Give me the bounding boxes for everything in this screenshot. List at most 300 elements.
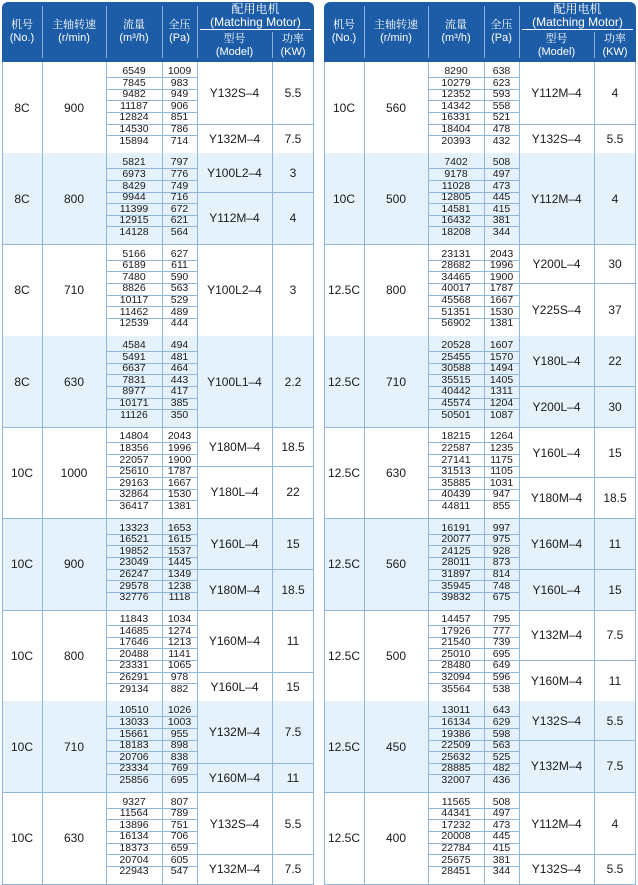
pressure-value: 563 bbox=[170, 282, 189, 295]
pressure-value: 1311 bbox=[490, 385, 513, 398]
flow-value: 7831 bbox=[122, 373, 146, 386]
flow-value: 11564 bbox=[119, 807, 149, 820]
machine-no: 10C bbox=[10, 648, 33, 663]
pressure-value: 1034 bbox=[167, 613, 192, 625]
pressure-value: 564 bbox=[170, 225, 189, 238]
pressure-value: 675 bbox=[492, 591, 511, 604]
pressure-value: 593 bbox=[492, 88, 511, 101]
machine-no: 12.5C bbox=[327, 831, 361, 846]
motor-model: Y160L–4 bbox=[532, 445, 581, 460]
pressure-value: 445 bbox=[492, 830, 511, 843]
motor-power: 5.5 bbox=[606, 131, 624, 146]
flow-value: 14128 bbox=[119, 225, 149, 238]
flow-value: 12539 bbox=[119, 317, 149, 330]
header-text-line: (No.) bbox=[331, 32, 357, 44]
motor-power: 11 bbox=[608, 536, 622, 551]
flow-value: 5491 bbox=[122, 350, 146, 363]
pressure-value: 489 bbox=[170, 305, 189, 318]
flow-value: 28682 bbox=[441, 259, 471, 272]
flow-value: 16432 bbox=[441, 214, 471, 227]
motor-power: 4 bbox=[611, 816, 619, 831]
pressure-value: 529 bbox=[170, 294, 189, 307]
header-text-line: 流量 bbox=[445, 19, 467, 31]
flow-value: 14685 bbox=[119, 624, 149, 637]
flow-value: 25856 bbox=[119, 773, 149, 786]
pressure-value: 1087 bbox=[489, 408, 514, 421]
motor-model: Y100L2–4 bbox=[207, 165, 262, 180]
machine-no: 8C bbox=[14, 100, 30, 115]
motor-model: Y132S–4 bbox=[531, 131, 582, 146]
pressure-value: 563 bbox=[492, 739, 511, 752]
motor-model: Y132M–4 bbox=[530, 628, 583, 643]
machine-no: 10C bbox=[332, 100, 355, 115]
spindle-speed: 500 bbox=[385, 648, 407, 663]
flow-value: 45574 bbox=[441, 397, 471, 409]
flow-value: 32776 bbox=[119, 591, 149, 604]
header-separator bbox=[594, 32, 595, 58]
pressure-value: 649 bbox=[492, 659, 511, 672]
header-text-line: (Model) bbox=[215, 46, 254, 58]
flow-value: 25010 bbox=[441, 647, 471, 660]
pressure-value: 638 bbox=[492, 65, 511, 77]
flow-value: 20488 bbox=[119, 647, 149, 660]
flow-value: 17232 bbox=[441, 818, 471, 831]
header-text-line: 配用电机 bbox=[553, 2, 602, 16]
flow-value: 31897 bbox=[441, 568, 471, 581]
pressure-value: 1105 bbox=[490, 465, 513, 478]
flow-value: 25610 bbox=[119, 465, 149, 478]
flow-value: 10510 bbox=[119, 704, 149, 717]
spindle-speed: 560 bbox=[385, 557, 407, 572]
header-text-line: (r/min) bbox=[58, 32, 90, 44]
pressure-value: 481 bbox=[170, 350, 189, 363]
pressure-value: 1996 bbox=[167, 441, 192, 454]
pressure-value: 611 bbox=[171, 259, 188, 272]
spindle-speed: 900 bbox=[63, 100, 85, 115]
header-model bbox=[197, 30, 272, 62]
flow-value: 22057 bbox=[119, 453, 149, 466]
flow-value: 14581 bbox=[441, 202, 471, 215]
pressure-value: 1204 bbox=[489, 397, 514, 409]
flow-value: 32007 bbox=[441, 773, 471, 786]
pressure-value: 508 bbox=[492, 795, 511, 808]
header-text-line: (KW) bbox=[280, 46, 306, 58]
pressure-value: 417 bbox=[170, 385, 189, 398]
header-separator bbox=[197, 6, 198, 58]
flow-value: 10171 bbox=[119, 397, 149, 409]
pressure-value: 643 bbox=[492, 704, 511, 717]
motor-model: Y112M–4 bbox=[531, 191, 582, 206]
pressure-value: 997 bbox=[492, 521, 511, 534]
pressure-value: 714 bbox=[170, 134, 189, 147]
pressure-value: 947 bbox=[492, 488, 511, 501]
pressure-value: 464 bbox=[170, 362, 189, 375]
flow-value: 40439 bbox=[441, 488, 471, 501]
pressure-value: 1065 bbox=[167, 659, 192, 672]
flow-value: 16134 bbox=[119, 830, 149, 843]
pressure-value: 1570 bbox=[489, 350, 514, 363]
flow-value: 8826 bbox=[122, 282, 146, 295]
header-flow bbox=[428, 2, 484, 62]
motor-model: Y180L–4 bbox=[210, 485, 259, 500]
flow-value: 8290 bbox=[444, 65, 468, 77]
flow-value: 29163 bbox=[119, 476, 149, 489]
pressure-value: 776 bbox=[170, 167, 189, 180]
flow-value: 13033 bbox=[119, 715, 149, 728]
pressure-value: 497 bbox=[492, 167, 511, 180]
pressure-value: 786 bbox=[170, 123, 189, 135]
header-matching-motor bbox=[519, 2, 636, 29]
pressure-value: 436 bbox=[492, 773, 511, 786]
flow-value: 18356 bbox=[119, 441, 149, 454]
flow-value: 11565 bbox=[441, 795, 471, 808]
motor-power: 7.5 bbox=[606, 759, 624, 774]
motor-model: Y180M–4 bbox=[530, 491, 583, 506]
flow-value: 56902 bbox=[441, 317, 471, 330]
motor-power: 11 bbox=[608, 673, 622, 688]
motor-model: Y132S–4 bbox=[209, 816, 260, 831]
flow-value: 20528 bbox=[441, 339, 471, 351]
table-header bbox=[2, 2, 314, 62]
pressure-value: 1381 bbox=[489, 317, 514, 330]
pressure-value: 1264 bbox=[489, 430, 514, 443]
pressure-value: 906 bbox=[170, 99, 189, 112]
machine-no: 12.5C bbox=[327, 557, 361, 572]
header-text-line: 机号 bbox=[333, 19, 355, 31]
header-separator bbox=[106, 6, 107, 58]
pressure-value: 558 bbox=[492, 99, 511, 112]
flow-value: 17926 bbox=[441, 624, 471, 637]
pressure-value: 928 bbox=[492, 544, 511, 557]
pressure-value: 621 bbox=[170, 214, 189, 227]
flow-value: 15894 bbox=[119, 134, 149, 147]
pressure-value: 538 bbox=[492, 682, 511, 695]
motor-power: 3 bbox=[289, 165, 297, 180]
pressure-value: 659 bbox=[170, 842, 189, 855]
flow-value: 6549 bbox=[122, 65, 146, 77]
header-separator bbox=[162, 6, 163, 58]
flow-value: 29578 bbox=[119, 579, 149, 592]
pressure-value: 1175 bbox=[490, 453, 513, 466]
machine-no: 8C bbox=[14, 191, 30, 206]
pressure-value: 629 bbox=[492, 715, 511, 728]
motor-model: Y160L–4 bbox=[532, 582, 581, 597]
flow-value: 12824 bbox=[119, 111, 149, 124]
motor-power: 37 bbox=[608, 302, 622, 317]
spindle-speed: 1000 bbox=[60, 465, 88, 480]
flow-value: 12915 bbox=[119, 214, 149, 227]
header-spindle-speed bbox=[42, 2, 106, 62]
pressure-value: 590 bbox=[170, 270, 189, 283]
pressure-value: 1445 bbox=[167, 556, 192, 569]
motor-model: Y132M–4 bbox=[208, 131, 261, 146]
motor-model: Y132S–4 bbox=[531, 713, 582, 728]
header-text-line: 全压 bbox=[490, 19, 513, 31]
header-text-line: (Matching Motor) bbox=[210, 14, 301, 29]
flow-value: 20706 bbox=[119, 750, 149, 763]
flow-value: 25632 bbox=[441, 750, 471, 763]
pressure-value: 1026 bbox=[167, 704, 192, 717]
pressure-value: 497 bbox=[492, 807, 511, 820]
motor-model: Y132M–4 bbox=[208, 862, 261, 877]
flow-value: 18404 bbox=[441, 123, 471, 135]
header-machine-no bbox=[2, 2, 42, 62]
pressure-value: 1615 bbox=[167, 533, 192, 546]
flow-value: 16521 bbox=[119, 533, 149, 546]
header-text-line: 流量 bbox=[123, 19, 145, 31]
flow-value: 7845 bbox=[122, 76, 146, 89]
motor-model: Y132S–4 bbox=[531, 862, 582, 877]
pressure-value: 716 bbox=[170, 191, 189, 204]
header-text-line: 功率 bbox=[282, 33, 304, 45]
motor-power: 15 bbox=[286, 536, 300, 551]
pressure-value: 795 bbox=[492, 613, 511, 625]
flow-value: 11462 bbox=[119, 305, 149, 318]
machine-no: 12.5C bbox=[327, 374, 361, 389]
column-divider bbox=[324, 62, 325, 884]
pressure-value: 748 bbox=[492, 579, 511, 592]
pressure-value: 751 bbox=[170, 818, 189, 831]
flow-value: 12352 bbox=[441, 88, 471, 101]
pressure-value: 350 bbox=[170, 408, 189, 421]
machine-no: 12.5C bbox=[327, 283, 361, 298]
motor-model: Y200L–4 bbox=[532, 399, 581, 414]
flow-value: 45568 bbox=[441, 294, 471, 307]
flow-value: 20077 bbox=[441, 533, 471, 546]
pressure-value: 1274 bbox=[167, 624, 192, 637]
column-divider bbox=[484, 62, 485, 884]
column-divider bbox=[519, 62, 520, 884]
flow-value: 50501 bbox=[441, 408, 471, 421]
spindle-speed: 800 bbox=[63, 648, 85, 663]
pressure-value: 623 bbox=[492, 76, 511, 89]
header-separator bbox=[364, 6, 365, 58]
flow-value: 44341 bbox=[441, 807, 471, 820]
flow-value: 12805 bbox=[441, 191, 471, 204]
flow-value: 5821 bbox=[122, 156, 146, 169]
flow-value: 20008 bbox=[441, 830, 471, 843]
pressure-value: 838 bbox=[170, 750, 189, 763]
column-divider bbox=[106, 62, 107, 884]
flow-value: 25675 bbox=[441, 853, 471, 866]
motor-model: Y160L–4 bbox=[210, 679, 259, 694]
spindle-speed: 800 bbox=[385, 283, 407, 298]
motor-power: 30 bbox=[608, 257, 622, 272]
pressure-value: 1238 bbox=[167, 579, 192, 592]
flow-value: 40017 bbox=[441, 282, 471, 295]
column-divider bbox=[635, 62, 636, 884]
spindle-speed: 710 bbox=[63, 283, 85, 298]
flow-value: 7480 bbox=[122, 270, 146, 283]
pressure-value: 2043 bbox=[167, 430, 192, 443]
flow-value: 14804 bbox=[119, 430, 149, 443]
column-divider bbox=[428, 62, 429, 884]
pressure-value: 814 bbox=[492, 568, 511, 581]
motor-power: 3 bbox=[289, 283, 297, 298]
pressure-value: 1141 bbox=[168, 647, 191, 660]
motor-power: 18.5 bbox=[603, 491, 627, 506]
flow-value: 20393 bbox=[441, 134, 471, 147]
motor-power: 30 bbox=[608, 399, 622, 414]
header-text-line: 机号 bbox=[11, 19, 33, 31]
header-text-line: (Pa) bbox=[491, 32, 512, 44]
header-text-line: (r/min) bbox=[380, 32, 412, 44]
column-divider bbox=[594, 62, 595, 884]
flow-value: 19386 bbox=[441, 727, 471, 740]
flow-value: 13011 bbox=[441, 704, 471, 717]
flow-value: 11187 bbox=[120, 99, 148, 112]
pressure-value: 1653 bbox=[167, 521, 192, 534]
motor-power: 4 bbox=[289, 211, 297, 226]
motor-power: 4 bbox=[611, 191, 619, 206]
flow-value: 27141 bbox=[441, 453, 471, 466]
flow-value: 36417 bbox=[119, 499, 149, 512]
pressure-value: 1031 bbox=[489, 476, 514, 489]
pressure-value: 478 bbox=[492, 123, 511, 135]
flow-value: 18208 bbox=[441, 225, 471, 238]
column-divider bbox=[272, 62, 273, 884]
motor-model: Y160M–4 bbox=[208, 770, 261, 785]
pressure-value: 898 bbox=[170, 739, 189, 752]
flow-value: 16191 bbox=[441, 521, 471, 534]
pressure-value: 978 bbox=[170, 671, 189, 683]
spindle-speed: 500 bbox=[385, 191, 407, 206]
flow-value: 5166 bbox=[122, 247, 146, 260]
motor-model: Y112M–4 bbox=[209, 211, 260, 226]
motor-model: Y160L–4 bbox=[210, 536, 259, 551]
pressure-value: 1996 bbox=[489, 259, 514, 272]
flow-value: 14457 bbox=[441, 613, 471, 625]
flow-value: 25455 bbox=[441, 350, 471, 363]
header-total-pressure bbox=[484, 2, 519, 62]
motor-power: 11 bbox=[286, 634, 300, 648]
pressure-value: 955 bbox=[170, 727, 189, 740]
flow-value: 35885 bbox=[441, 476, 471, 489]
pressure-value: 1213 bbox=[167, 636, 192, 649]
flow-value: 8977 bbox=[122, 385, 146, 398]
pressure-value: 1009 bbox=[167, 65, 192, 77]
pressure-value: 2043 bbox=[489, 247, 514, 260]
flow-value: 32094 bbox=[441, 671, 471, 683]
flow-value: 18373 bbox=[119, 842, 149, 855]
flow-value: 6973 bbox=[122, 167, 146, 180]
pressure-value: 444 bbox=[170, 317, 189, 330]
header-power bbox=[594, 30, 636, 62]
pressure-value: 381 bbox=[492, 214, 511, 227]
flow-value: 11843 bbox=[119, 613, 149, 625]
motor-model: Y160M–4 bbox=[530, 673, 583, 688]
flow-value: 28480 bbox=[441, 659, 471, 672]
machine-no: 10C bbox=[10, 831, 33, 846]
flow-value: 16331 bbox=[441, 111, 471, 124]
flow-value: 18215 bbox=[441, 430, 471, 443]
spec-table-right bbox=[324, 2, 636, 884]
flow-value: 22587 bbox=[441, 441, 471, 454]
pressure-value: 1900 bbox=[489, 270, 514, 283]
motor-power: 15 bbox=[608, 582, 622, 597]
pressure-value: 1235 bbox=[489, 441, 514, 454]
table-body bbox=[324, 62, 636, 884]
pressure-value: 797 bbox=[170, 156, 189, 169]
motor-power: 7.5 bbox=[284, 131, 302, 146]
flow-value: 17646 bbox=[119, 636, 149, 649]
motor-power: 18.5 bbox=[281, 582, 305, 597]
spindle-speed: 710 bbox=[385, 374, 407, 389]
machine-no: 8C bbox=[14, 283, 30, 298]
flow-value: 15661 bbox=[119, 727, 149, 740]
pressure-value: 1405 bbox=[489, 373, 514, 386]
header-machine-no bbox=[324, 2, 364, 62]
spindle-speed: 450 bbox=[385, 739, 407, 754]
flow-value: 9178 bbox=[444, 167, 468, 180]
pressure-value: 1787 bbox=[167, 465, 192, 478]
flow-value: 22509 bbox=[441, 739, 471, 752]
header-text-line: (Pa) bbox=[169, 32, 190, 44]
pressure-value: 415 bbox=[492, 202, 511, 215]
flow-value: 40442 bbox=[441, 385, 471, 398]
pressure-value: 1530 bbox=[489, 305, 514, 318]
pressure-value: 1381 bbox=[167, 499, 192, 512]
header-separator bbox=[272, 32, 273, 58]
pressure-value: 983 bbox=[170, 76, 189, 89]
header-flow bbox=[106, 2, 162, 62]
spindle-speed: 710 bbox=[63, 739, 85, 754]
flow-value: 13323 bbox=[119, 521, 149, 534]
pressure-value: 1003 bbox=[167, 715, 192, 728]
spindle-speed: 630 bbox=[63, 831, 85, 846]
pressure-value: 344 bbox=[492, 865, 511, 878]
pressure-value: 547 bbox=[170, 865, 189, 878]
pressure-value: 706 bbox=[170, 830, 189, 843]
pressure-value: 695 bbox=[492, 647, 511, 660]
flow-value: 19852 bbox=[119, 544, 149, 557]
motor-power: 2.2 bbox=[284, 374, 302, 389]
motor-model: Y100L2–4 bbox=[207, 283, 262, 298]
pressure-value: 432 bbox=[492, 134, 511, 147]
pressure-value: 789 bbox=[170, 807, 189, 820]
pressure-value: 949 bbox=[170, 88, 189, 101]
pressure-value: 873 bbox=[492, 556, 511, 569]
motor-power: 11 bbox=[286, 770, 300, 785]
machine-no: 10C bbox=[10, 465, 33, 480]
spindle-speed: 800 bbox=[63, 191, 85, 206]
pressure-value: 385 bbox=[170, 397, 189, 409]
motor-power: 7.5 bbox=[284, 725, 302, 740]
flow-value: 32864 bbox=[119, 488, 149, 501]
motor-power: 5.5 bbox=[284, 86, 302, 100]
flow-value: 11399 bbox=[119, 202, 149, 215]
spec-table-left bbox=[2, 2, 314, 884]
motor-power: 5.5 bbox=[606, 713, 624, 728]
pressure-value: 473 bbox=[492, 179, 511, 192]
pressure-value: 525 bbox=[492, 750, 511, 763]
spindle-speed: 560 bbox=[385, 100, 407, 115]
motor-model: Y180L–4 bbox=[532, 354, 581, 369]
column-divider bbox=[2, 62, 3, 884]
flow-value: 8429 bbox=[122, 179, 146, 192]
header-text-line: 主轴转速 bbox=[52, 19, 96, 31]
header-text-line: 型号 bbox=[545, 33, 568, 45]
flow-value: 23334 bbox=[119, 762, 149, 775]
flow-value: 51351 bbox=[441, 305, 471, 318]
flow-value: 11126 bbox=[120, 408, 148, 421]
pressure-value: 627 bbox=[170, 247, 189, 260]
motor-power: 7.5 bbox=[284, 862, 302, 877]
pressure-value: 596 bbox=[492, 671, 511, 683]
header-model bbox=[519, 30, 594, 62]
column-divider bbox=[364, 62, 365, 884]
motor-power: 5.5 bbox=[606, 862, 624, 877]
